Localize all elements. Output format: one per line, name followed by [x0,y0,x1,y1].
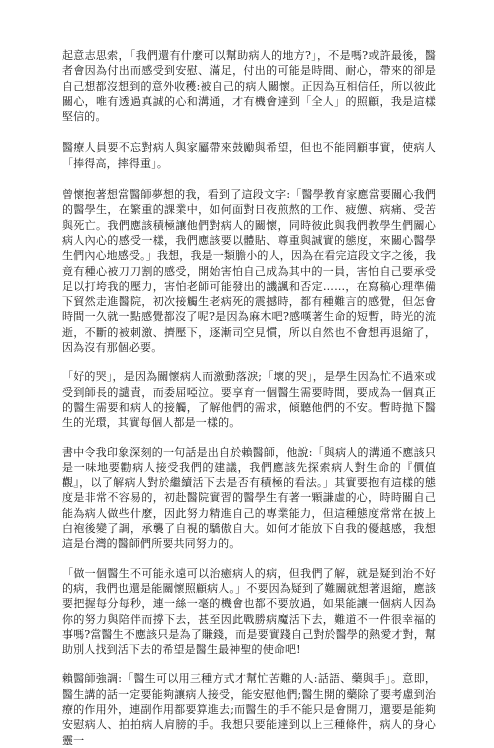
paragraph-7: 賴醫師強調:「醫生可以用三種方式才幫忙苦難的人:話語、藥與手」。意即，醫生講的話一定要能夠讓病人接受，能安慰他們;醫生開的藥除了要考慮到治療的作用外，連副作用都要算進去;而醫生的手不能只是會開刀，還要是能夠安慰病人、拍拍病人肩膀的手。我想只要能達到以上三種條件，病人的身心靈一 [62,672,436,747]
paragraph-1: 起意志思索，「我們還有什麼可以幫助病人的地方?」，不是嗎?或許最後，醫者會因為付出而感受到安慰、滿足，付出的可能是時間、耐心，帶來的卻是自己想都沒想到的意外收穫:被自己的病人關懷。正因為互相信任，所以彼此關心，唯有透過真誠的心和溝通，才有機會達到「全人」的照顧，我是這樣堅信的。 [62,49,436,124]
document-body [62,48,436,748]
paragraph-6: 「做一個醫生不可能永遠可以治癒病人的病，但我們了解，就是疑到治不好的病，我們也還是能關懷照顧病人。」不要因為疑到了難關就想著退縮，應該要把握每分每秒，連一絲一毫的機會也都不要放過，如果能讓一個病人因為你的努力與陪伴而撐下去，甚至因此戰勝病魔活下去，難道不一件很幸福的事嗎?當醫生不應該只是為了賺錢，而是要實踐自己對於醫學的熱愛才對，幫助別人找到活下去的希望是醫生最神聖的使命吧! [62,566,436,657]
paragraph-2: 醫療人員要不忘對病人與家屬帶來鼓勵與希望，但也不能罔顧事實，使病人「捧得高，摔得重」。 [62,141,436,170]
paragraph-3: 曾懷抱著想當醫師夢想的我，看到了這段文字:「醫學教育家應當要關心我們的醫學生，在繁重的課業中，如何面對日夜煎熬的工作、疲憊、病痛、受苦與死亡。我們應該積極讓他們對病人的關懷，同時彼此與我們教學生們關心病人內心的感受一樣，我們應該要以體貼、尊重與誠實的態度，來關心醫學生們內心地感受。」我想，我是一類膽小的人，因為在看完這段文字之後，我竟有種心被刀刀割的感受，開始害怕自己成為其中的一員，害怕自己要承受足以打垮我的壓力，害怕老師可能發出的譏諷和否定……，在寫稿心理準備下貿然走進醫院，初次接觸生老病死的震撼時，都有種難言的感覺，但怎會時間一久就一點感覺都沒了呢?是因為麻木吧?感嘆著生命的短暫，時光的流逝，不斷的被刺激、擠壓下，逐漸司空見慣，所以自然也不會想再退縮了，因為沒有那個必要。 [62,188,436,355]
paragraph-5: 書中令我印象深刻的一句話是出自於賴醫師，他說:「與病人的溝通不應該只是一味地要勸病人接受我們的建議，我們應該先探索病人對生命的『價值觀』，以了解病人對於繼續活下去是否有積極的看法。」其實要抱有這樣的態度是非常不容易的，初赴醫院實習的醫學生有著一顆謙虛的心，時時關自己能為病人做些什麼，因此努力精進自己的專業能力，但這種態度常常在披上白袍後變了調，承襲了自視的驕傲自大。如何才能放下自我的優越感，我想這是台灣的醫師們所要共同努力的。 [62,445,436,551]
paragraph-4: 「好的哭」，是因為關懷病人而激動落淚;「壞的哭」，是學生因為忙不過來或受到師長的譴責，而委屈啞泣。要享育一個醫生需要時間，要成為一個真正的醫生需要和病人的接觸，了解他們的需求，傾聽他們的不安。暫時拋下醫生的光環，其實每個人都是一樣的。 [62,370,436,430]
